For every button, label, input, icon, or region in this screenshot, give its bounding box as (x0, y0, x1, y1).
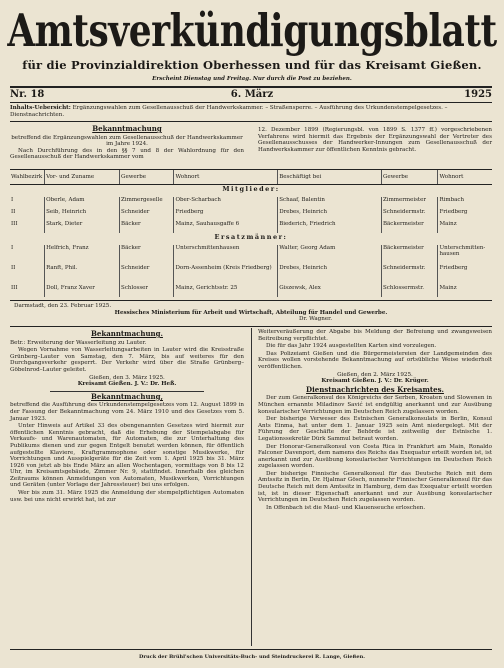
masthead-subtitle: für die Provinzialdirektion Oberhessen und für das Kreisamt Gießen. (22, 58, 482, 72)
table-row (10, 209, 492, 221)
table-row (10, 285, 492, 297)
notice3-p1: Unter Hinweis auf Artikel 33 des obengenannten Gesetzes wird hiermit zur öffentlichen Kenntnis gebracht, daß die Erhebung der Stempelabgabe für Verkaufs- und Warenautomaten, für Automaten, die zur Unterhaltung des Publikums dienen und zur gegen Entgelt benutzt werden können, für öffentlich aufgestellte Klaviere, Kraftgrammophone oder sonstige Musikwerke, für Vorrichtungen und Ausspielgeräte für die Zeit vom 1. April 1925 bis 31. März 1926 von jetzt ab bis Ende März an allen Wochentagen, vormittags von 8 bis 12 Uhr, im Kreisamtsgebäude, Zimmer Nr. 9, stattfindet. Innerhalb des gleichen Zeitraums können Anmeldungen von Automaten, Musikwerken, Vorrichtungen und Geräten (unter Vorlage der Jahressteuer) bei uns erfolgen. (10, 423, 244, 489)
contents-line (10, 105, 492, 119)
cell: Friedberg (438, 265, 492, 285)
cell: III (11, 285, 18, 291)
col-header: Wohnort (438, 170, 492, 185)
cell: Seib, Heinrich (45, 209, 120, 221)
notice2-heading: Bekanntmachung. (91, 329, 163, 338)
notice3-p2: Wer bis zum 31. März 1925 die Anmeldung der stempelpflichtigen Automaten usw. bei uns nicht erwirkt hat, ist zur (10, 490, 244, 503)
printer-footer: Druck der Brühl'schen Universitäts-Buch- und Steindruckerei R. Lange, Gießen. (139, 654, 365, 660)
cell: Schneider (120, 265, 174, 285)
right-p3: Das Polizeiamt Gießen und die Bürgermeistereien der Landgemeinden des Kreises wollen vorstehende Bekanntmachung auf ortsübliche Weise wiederholt veröffentlichen. (258, 350, 492, 370)
signoff-name: Dr. Wagner. (298, 316, 332, 323)
issue-year: 1925 (464, 89, 492, 100)
table-row (10, 221, 492, 233)
section-members: Mitglieder: (222, 185, 280, 193)
table-row (10, 245, 492, 265)
cell: III (11, 221, 18, 227)
cell: Schneidermstr. (381, 209, 438, 221)
cell: Dorn-Assenheim (Kreis Friedberg) (174, 265, 278, 285)
table-row (10, 265, 492, 285)
election-register-table (10, 169, 492, 297)
cell: Mainz (438, 221, 492, 233)
contents-label: Inhalts-Uebersicht: (10, 105, 71, 111)
section-row (10, 185, 492, 198)
register-header-row (10, 170, 492, 185)
cell: Bäcker (120, 245, 174, 265)
cell: Stark, Dieter (45, 221, 120, 233)
table-bottom-rule (10, 300, 492, 301)
dienst-item: In Offenbach ist die Maul- und Klauenseuche erloschen. (266, 504, 426, 511)
right-date: Gießen, den 2. März 1925. (337, 371, 413, 378)
cell: I (11, 245, 14, 251)
cell: II (11, 209, 16, 215)
dienst-item: Der zum Generalkonsul des Königreichs der Serben, Kroaten und Slowenen in München ernannte Miladinov Savić ist endgültig anerkannt und zur Ausübung konsularischer Verrichtungen im Deutschen Reich zugelassen worden. (258, 395, 492, 415)
cell: Mainz, Sauhausgaffe 6 (174, 221, 278, 233)
signoff-place: Darmstadt, den 23. Februar 1925. (14, 303, 112, 309)
cell: Zimmermeister (381, 197, 438, 209)
notice1-body: Nach Durchführung des in den §§ 7 und 8 der Wahlordnung für den Gesellenausschuß der Handwerkskammer vom (10, 147, 244, 161)
notice2-subject: Betr.: Erweiterung der Wasserleitung zu Lauter. (10, 339, 147, 346)
cell: Zimmergeselle (120, 197, 174, 209)
notice2-signature: Kreisamt Gießen. J. V.: Dr. Heß. (77, 381, 177, 388)
cell: Ober-Scharbach (174, 197, 278, 209)
notice3-intro: betreffend die Ausführung des Urkundenstempelgesetzes vom 12. August 1899 in der Fassung der Bekanntmachung vom 24. März 1910 und des Gesetzes vom 5. Januar 1923. (10, 402, 244, 422)
footer-rule (10, 649, 492, 650)
right-signature: Kreisamt Gießen. J. V.: Dr. Krüger. (321, 378, 429, 385)
cell: Bäckermeister (381, 221, 438, 233)
header-rule-top (10, 86, 492, 88)
cell: Bäckermeister (381, 245, 438, 265)
dienst-item: Der bisherige Verweser des Estnischen Generalkonsulats in Berlin, Konsul Ants Einma, hat unter dem 1. Januar 1925 sein Amt niedergelegt. Mit der Führung der Geschäfte der Behörde ist zeitweilig der Estnische 1. Legationssekretär Dürk Sammul betraut worden. (258, 416, 492, 442)
cell: Ranft, Phil. (45, 265, 120, 285)
right-p1: Weiterveräußerung der Abgabe bis Meldung der Befreiung und zwangsweisen Beitreibung verpflichtet. (258, 329, 492, 342)
cell: Drebes, Heinrich (278, 265, 382, 285)
cell: Drebes, Heinrich (278, 209, 382, 221)
notice2-date: Gießen, den 3. März 1925. (89, 374, 165, 381)
contents-rule (10, 121, 492, 122)
col-header: Vor- und Zuname (45, 170, 120, 185)
contents-text: Ergänzungswahlen zum Gesellenausschuß der Handwerkskammer. – Straßensperre. – Ausführung des Urkundenstempelgesetzes. – Dienstnachrichten. (10, 105, 448, 118)
cell: Biederich, Friedrich (278, 221, 382, 233)
cell: Oberle, Adam (45, 197, 120, 209)
cell: Schlosser (120, 285, 174, 297)
cell: Friedberg (438, 209, 492, 221)
notice3-heading: Bekanntmachung, (91, 391, 163, 401)
issue-number: Nr. 18 (10, 89, 45, 100)
notice1-intro: betreffend die Ergänzungswahlen zum Gesellenausschuß der Handwerkskammer im Jahre 1924. (11, 134, 243, 148)
cell: Mainz, Gerichtsstr. 25 (174, 285, 278, 297)
cell: Mainz (438, 285, 492, 297)
notice1-left (10, 124, 244, 162)
cell: Friedberg (174, 209, 278, 221)
notice2-body: Wegen Vornahme von Wasserleitungsarbeiten in Lauter wird die Kreisstraße Grünberg–Lauter von Samstag, den 7. März, bis auf weiteres für den Durchgangsverkehr gesperrt. Der Verkehr wird über die Straße Grünberg–Göbelnrod–Lauter geleitet. (10, 347, 244, 373)
signoff-ministry: Hessisches Ministerium für Arbeit und Wirtschaft, Abteilung für Handel und Gewerbe. (114, 309, 388, 316)
cell: Walter, Georg Adam (278, 245, 382, 265)
cell: Unterschmittenhausen (174, 245, 278, 265)
section-row (10, 233, 492, 245)
col-header: Beschäftigt bei (278, 170, 382, 185)
section-substitutes: Ersatzmänner: (214, 233, 288, 241)
signoff-rule (10, 326, 492, 327)
cell: Schneider (120, 209, 174, 221)
table-row (10, 197, 492, 209)
right-column (258, 329, 492, 512)
col-header: Gewerbe (381, 170, 438, 185)
cell: Helfrich, Franz (45, 245, 120, 265)
cell: Rimbach (438, 197, 492, 209)
cell: Doll, Franz Xaver (45, 285, 120, 297)
cell: I (11, 197, 14, 203)
dienst-item: Der bisherige Finnische Generalkonsul für das Deutsche Reich mit dem Amtssitz in Berlin, Dr. Hjalmar Gösch, nunmehr Finnischer Generalkonsul für das Deutsche Reich mit dem Amtssitz in Hamburg, dem das Exequatur erteilt worden ist, ist in dieser Eigenschaft anerkannt und zur Ausübung konsularischer Verrichtungen im Deutschen Reich zugelassen worden. (258, 470, 492, 504)
cell: Giszewsk, Alex (278, 285, 382, 297)
col-header: Gewerbe (120, 170, 174, 185)
cell: Bäcker (120, 221, 174, 233)
masthead-title: Amtsverkündigungsblatt (7, 4, 497, 58)
dienst-heading: Dienstnachrichten des Kreisamtes. (306, 384, 444, 394)
col-header: Wohnort (174, 170, 278, 185)
cell: Unterschmittenhausen (438, 245, 492, 265)
cell: II (11, 265, 16, 271)
left-column (10, 329, 244, 504)
notice1-body-right: 12. Dezember 1899 (Regierungsbl. von 1899 S. 1377 ff.) vorgeschriebenen Verfahrens wird hiermit das Ergebnis der Ergänzungswahl der Vertreter des Gesellenausschusses der Handwerker-Innungen zum Gesellenausschuß der Handwerkskammer zur öffentlichen Kenntnis gebracht. (258, 127, 492, 153)
register-signoff (10, 303, 492, 323)
notice1-heading: Bekanntmachung (92, 124, 162, 133)
cell: Schneidermstr. (381, 265, 438, 285)
header-rule-bottom (10, 102, 492, 103)
cell: Schaaf, Balentin (278, 197, 382, 209)
issue-date: 6. März (230, 89, 274, 100)
col-header: Wahlbezirk (10, 170, 45, 185)
column-divider (251, 328, 252, 646)
publication-info: Erscheint Dienstag und Freitag. Nur durch die Post zu beziehen. (152, 76, 352, 82)
cell: Schlossermstr. (381, 285, 438, 297)
dienst-item: Der Honorar-Generalkonsul von Costa Rica in Frankfurt am Main, Ronaldo Falconer Davenport, dem namens des Reichs das Exequatur erteilt worden ist, ist anerkannt und zur Ausübung konsularischer Verrichtungen im Deutschen Reich zugelassen worden. (258, 443, 492, 470)
notice1-right (258, 127, 492, 154)
right-p2: Die für das Jahr 1924 ausgestellten Karten sind vorzulegen. (266, 343, 437, 350)
